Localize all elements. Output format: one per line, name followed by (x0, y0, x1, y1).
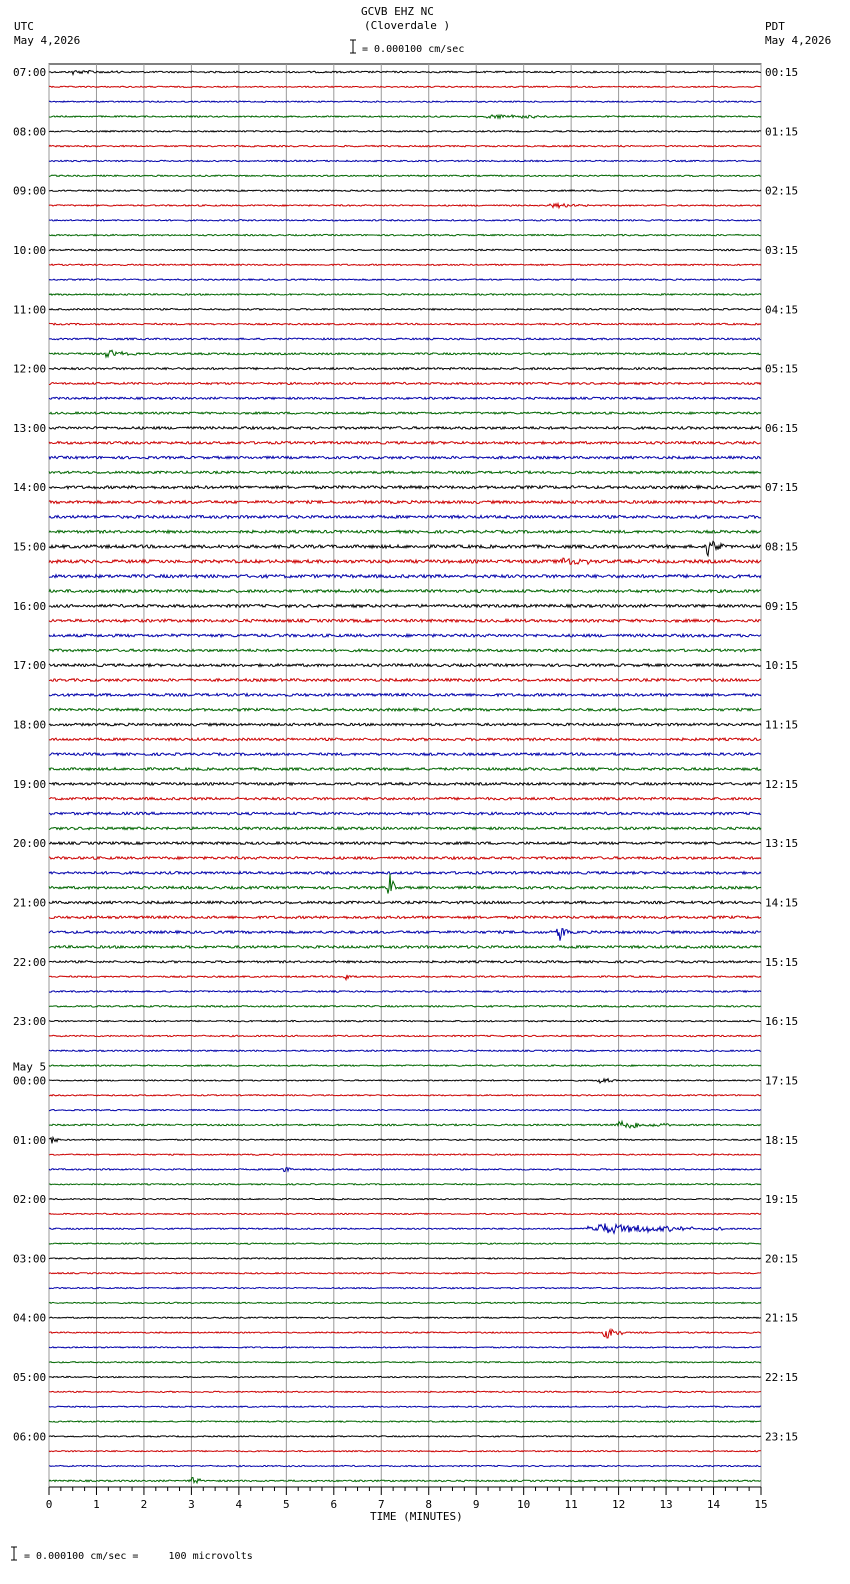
trace-row (49, 575, 761, 578)
x-tick-label: 12 (611, 1498, 626, 1511)
trace-row (49, 1184, 761, 1185)
trace-row (49, 279, 761, 280)
trace-row (49, 1095, 761, 1096)
right-timezone: PDT (765, 20, 785, 33)
pdt-hour-label: 12:15 (765, 777, 799, 791)
pdt-hour-label: 23:15 (765, 1430, 799, 1444)
pdt-hour-label: 11:15 (765, 718, 799, 732)
trace-row (49, 294, 761, 296)
trace-row (49, 946, 761, 949)
utc-hour-label: 00:00 (13, 1074, 47, 1088)
utc-hour-label: 14:00 (13, 481, 47, 495)
trace-row (49, 1347, 761, 1348)
trace-row (49, 1154, 761, 1155)
left-timezone: UTC (14, 20, 34, 33)
utc-hour-label: 12:00 (13, 362, 47, 376)
utc-hour-label: 16:00 (13, 599, 47, 613)
trace-row (49, 1478, 761, 1483)
trace-row (49, 249, 761, 251)
utc-hour-label: 18:00 (13, 718, 47, 732)
pdt-hour-label: 21:15 (765, 1311, 799, 1325)
trace-row (49, 501, 761, 504)
trace-row (49, 1198, 761, 1199)
trace-row (49, 664, 761, 667)
pdt-hour-label: 15:15 (765, 955, 799, 969)
trace-row (49, 723, 761, 726)
pdt-hour-label: 16:15 (765, 1015, 799, 1029)
trace-row (49, 1436, 761, 1437)
trace-row (49, 1451, 761, 1452)
x-axis-label: TIME (MINUTES) (370, 1510, 463, 1523)
trace-row (49, 412, 761, 414)
trace-row (49, 797, 761, 800)
footer-scale-text: = 0.000100 cm/sec = 100 microvolts (24, 1551, 253, 1562)
trace-row (49, 1465, 761, 1466)
utc-hour-label: 23:00 (13, 1015, 47, 1029)
pdt-hour-label: 08:15 (765, 540, 799, 554)
left-date: May 4,2026 (14, 34, 81, 47)
pdt-hour-label: 17:15 (765, 1074, 799, 1088)
pdt-hour-label: 07:15 (765, 481, 799, 495)
x-tick-label: 11 (564, 1498, 578, 1511)
trace-row (49, 961, 761, 963)
x-tick-label: 4 (235, 1498, 243, 1511)
utc-hour-label: 22:00 (13, 955, 47, 969)
utc-hour-label: 09:00 (13, 184, 47, 198)
trace-row (49, 160, 761, 161)
trace-row (49, 590, 761, 593)
trace-row (49, 901, 761, 904)
trace-row (49, 1391, 761, 1392)
trace-row (49, 323, 761, 325)
trace-row (49, 812, 761, 815)
trace-row (49, 1035, 761, 1037)
trace-row (49, 190, 761, 192)
x-tick-label: 10 (517, 1498, 531, 1511)
trace-row (49, 1121, 761, 1128)
trace-row (49, 471, 761, 473)
utc-hour-label: 01:00 (13, 1133, 47, 1147)
trace-row (49, 1110, 761, 1111)
trace-row (49, 516, 761, 519)
utc-hour-label: 15:00 (13, 540, 47, 554)
x-tick-label: 13 (659, 1498, 673, 1511)
trace-row (49, 1224, 761, 1234)
trace-row (49, 309, 761, 311)
trace-row (49, 456, 761, 459)
x-tick-label: 1 (93, 1498, 100, 1511)
utc-hour-label: 04:00 (13, 1311, 47, 1325)
utc-hour-label: 11:00 (13, 303, 47, 317)
trace-row (49, 1376, 761, 1377)
utc-hour-label: 17:00 (13, 659, 47, 673)
trace-row (49, 1421, 761, 1422)
trace-row (49, 738, 761, 741)
pdt-hour-label: 19:15 (765, 1193, 799, 1207)
utc-hour-label: 19:00 (13, 777, 47, 791)
pdt-hour-label: 20:15 (765, 1252, 799, 1266)
scale-text: = 0.000100 cm/sec (362, 44, 465, 55)
pdt-hour-label: 03:15 (765, 243, 799, 257)
pdt-hour-label: 18:15 (765, 1133, 799, 1147)
utc-hour-label: 02:00 (13, 1193, 47, 1207)
x-tick-label: 2 (140, 1498, 148, 1511)
utc-hour-labels (13, 66, 46, 1443)
x-tick-label: 3 (188, 1498, 195, 1511)
x-tick-label: 6 (330, 1498, 338, 1511)
x-tick-label: 7 (377, 1498, 385, 1511)
trace-row (49, 874, 761, 894)
time-axis (46, 1487, 768, 1511)
utc-hour-label: 05:00 (13, 1371, 47, 1385)
trace-row (49, 558, 761, 564)
trace-row (49, 827, 761, 830)
trace-row (49, 541, 761, 555)
trace-row (49, 1138, 761, 1144)
trace-row (49, 427, 761, 430)
trace-row (49, 783, 761, 786)
trace-row (49, 1406, 761, 1407)
trace-row (49, 1006, 761, 1008)
utc-hour-label: 07:00 (13, 66, 47, 79)
trace-row (49, 604, 761, 607)
trace-row (49, 679, 761, 682)
station-location: (Cloverdale ) (364, 19, 451, 32)
trace-row (49, 857, 761, 860)
trace-row (49, 872, 761, 875)
x-tick-label: 8 (425, 1498, 433, 1511)
trace-row (49, 1258, 761, 1259)
trace-row (49, 115, 761, 118)
trace-row (49, 1330, 761, 1339)
trace-row (49, 768, 761, 771)
right-date: May 4,2026 (765, 34, 832, 47)
trace-row (49, 1287, 761, 1288)
utc-hour-label: 03:00 (13, 1252, 47, 1266)
pdt-hour-label: 04:15 (765, 303, 799, 317)
pdt-hour-label: 01:15 (765, 125, 799, 139)
utc-hour-label: 20:00 (13, 837, 47, 851)
trace-row (49, 694, 761, 697)
x-tick-label: 15 (754, 1498, 768, 1511)
trace-row (49, 1065, 761, 1066)
trace-row (49, 204, 761, 208)
pdt-hour-label: 06:15 (765, 421, 799, 435)
trace-row (49, 486, 761, 489)
x-tick-label: 9 (472, 1498, 480, 1511)
utc-hour-label: 06:00 (13, 1430, 47, 1444)
pdt-hour-label: 10:15 (765, 659, 799, 673)
pdt-hour-label: 13:15 (765, 837, 799, 851)
trace-row (49, 101, 761, 102)
trace-row (49, 1213, 761, 1214)
seismic-traces (49, 71, 761, 1483)
utc-date-change-label: May 5 (13, 1060, 47, 1074)
trace-row (49, 929, 761, 941)
trace-row (49, 264, 761, 265)
trace-row (49, 175, 761, 176)
trace-row (49, 649, 761, 652)
utc-hour-label: 13:00 (13, 421, 47, 435)
trace-row (49, 634, 761, 637)
trace-row (49, 220, 761, 221)
trace-row (49, 131, 761, 132)
trace-row (49, 1168, 761, 1172)
trace-row (49, 1020, 761, 1021)
trace-row (49, 619, 761, 622)
trace-row (49, 382, 761, 384)
x-tick-label: 0 (45, 1498, 53, 1511)
trace-row (49, 442, 761, 445)
trace-row (49, 368, 761, 370)
trace-row (49, 842, 761, 845)
x-tick-label: 5 (283, 1498, 290, 1511)
trace-row (49, 1362, 761, 1363)
trace-row (49, 145, 761, 147)
scale-bar-icon (350, 40, 356, 53)
pdt-hour-label: 09:15 (765, 599, 799, 613)
pdt-hour-label: 14:15 (765, 896, 799, 910)
trace-row (49, 86, 761, 87)
station-title: GCVB EHZ NC (361, 5, 434, 18)
footer-scale-bar-icon (11, 1547, 17, 1560)
utc-hour-label: 08:00 (13, 125, 47, 139)
trace-row (49, 1079, 761, 1083)
trace-row (49, 708, 761, 711)
utc-hour-label: 10:00 (13, 243, 47, 257)
pdt-hour-label: 00:15 (765, 66, 799, 79)
trace-row (49, 1302, 761, 1303)
pdt-hour-label: 05:15 (765, 362, 799, 376)
pdt-hour-labels (765, 66, 798, 1443)
trace-row (49, 1317, 761, 1318)
pdt-hour-label: 02:15 (765, 184, 799, 198)
pdt-hour-label: 22:15 (765, 1371, 799, 1385)
trace-row (49, 338, 761, 340)
trace-row (49, 975, 761, 980)
trace-row (49, 350, 761, 357)
trace-row (49, 991, 761, 993)
trace-row (49, 753, 761, 756)
trace-row (49, 916, 761, 919)
utc-hour-label: 21:00 (13, 896, 47, 910)
trace-row (49, 1273, 761, 1274)
trace-row (49, 397, 761, 399)
x-tick-label: 14 (706, 1498, 721, 1511)
trace-row (49, 234, 761, 235)
trace-row (49, 1050, 761, 1051)
trace-row (49, 1243, 761, 1244)
trace-row (49, 71, 761, 75)
trace-row (49, 530, 761, 533)
